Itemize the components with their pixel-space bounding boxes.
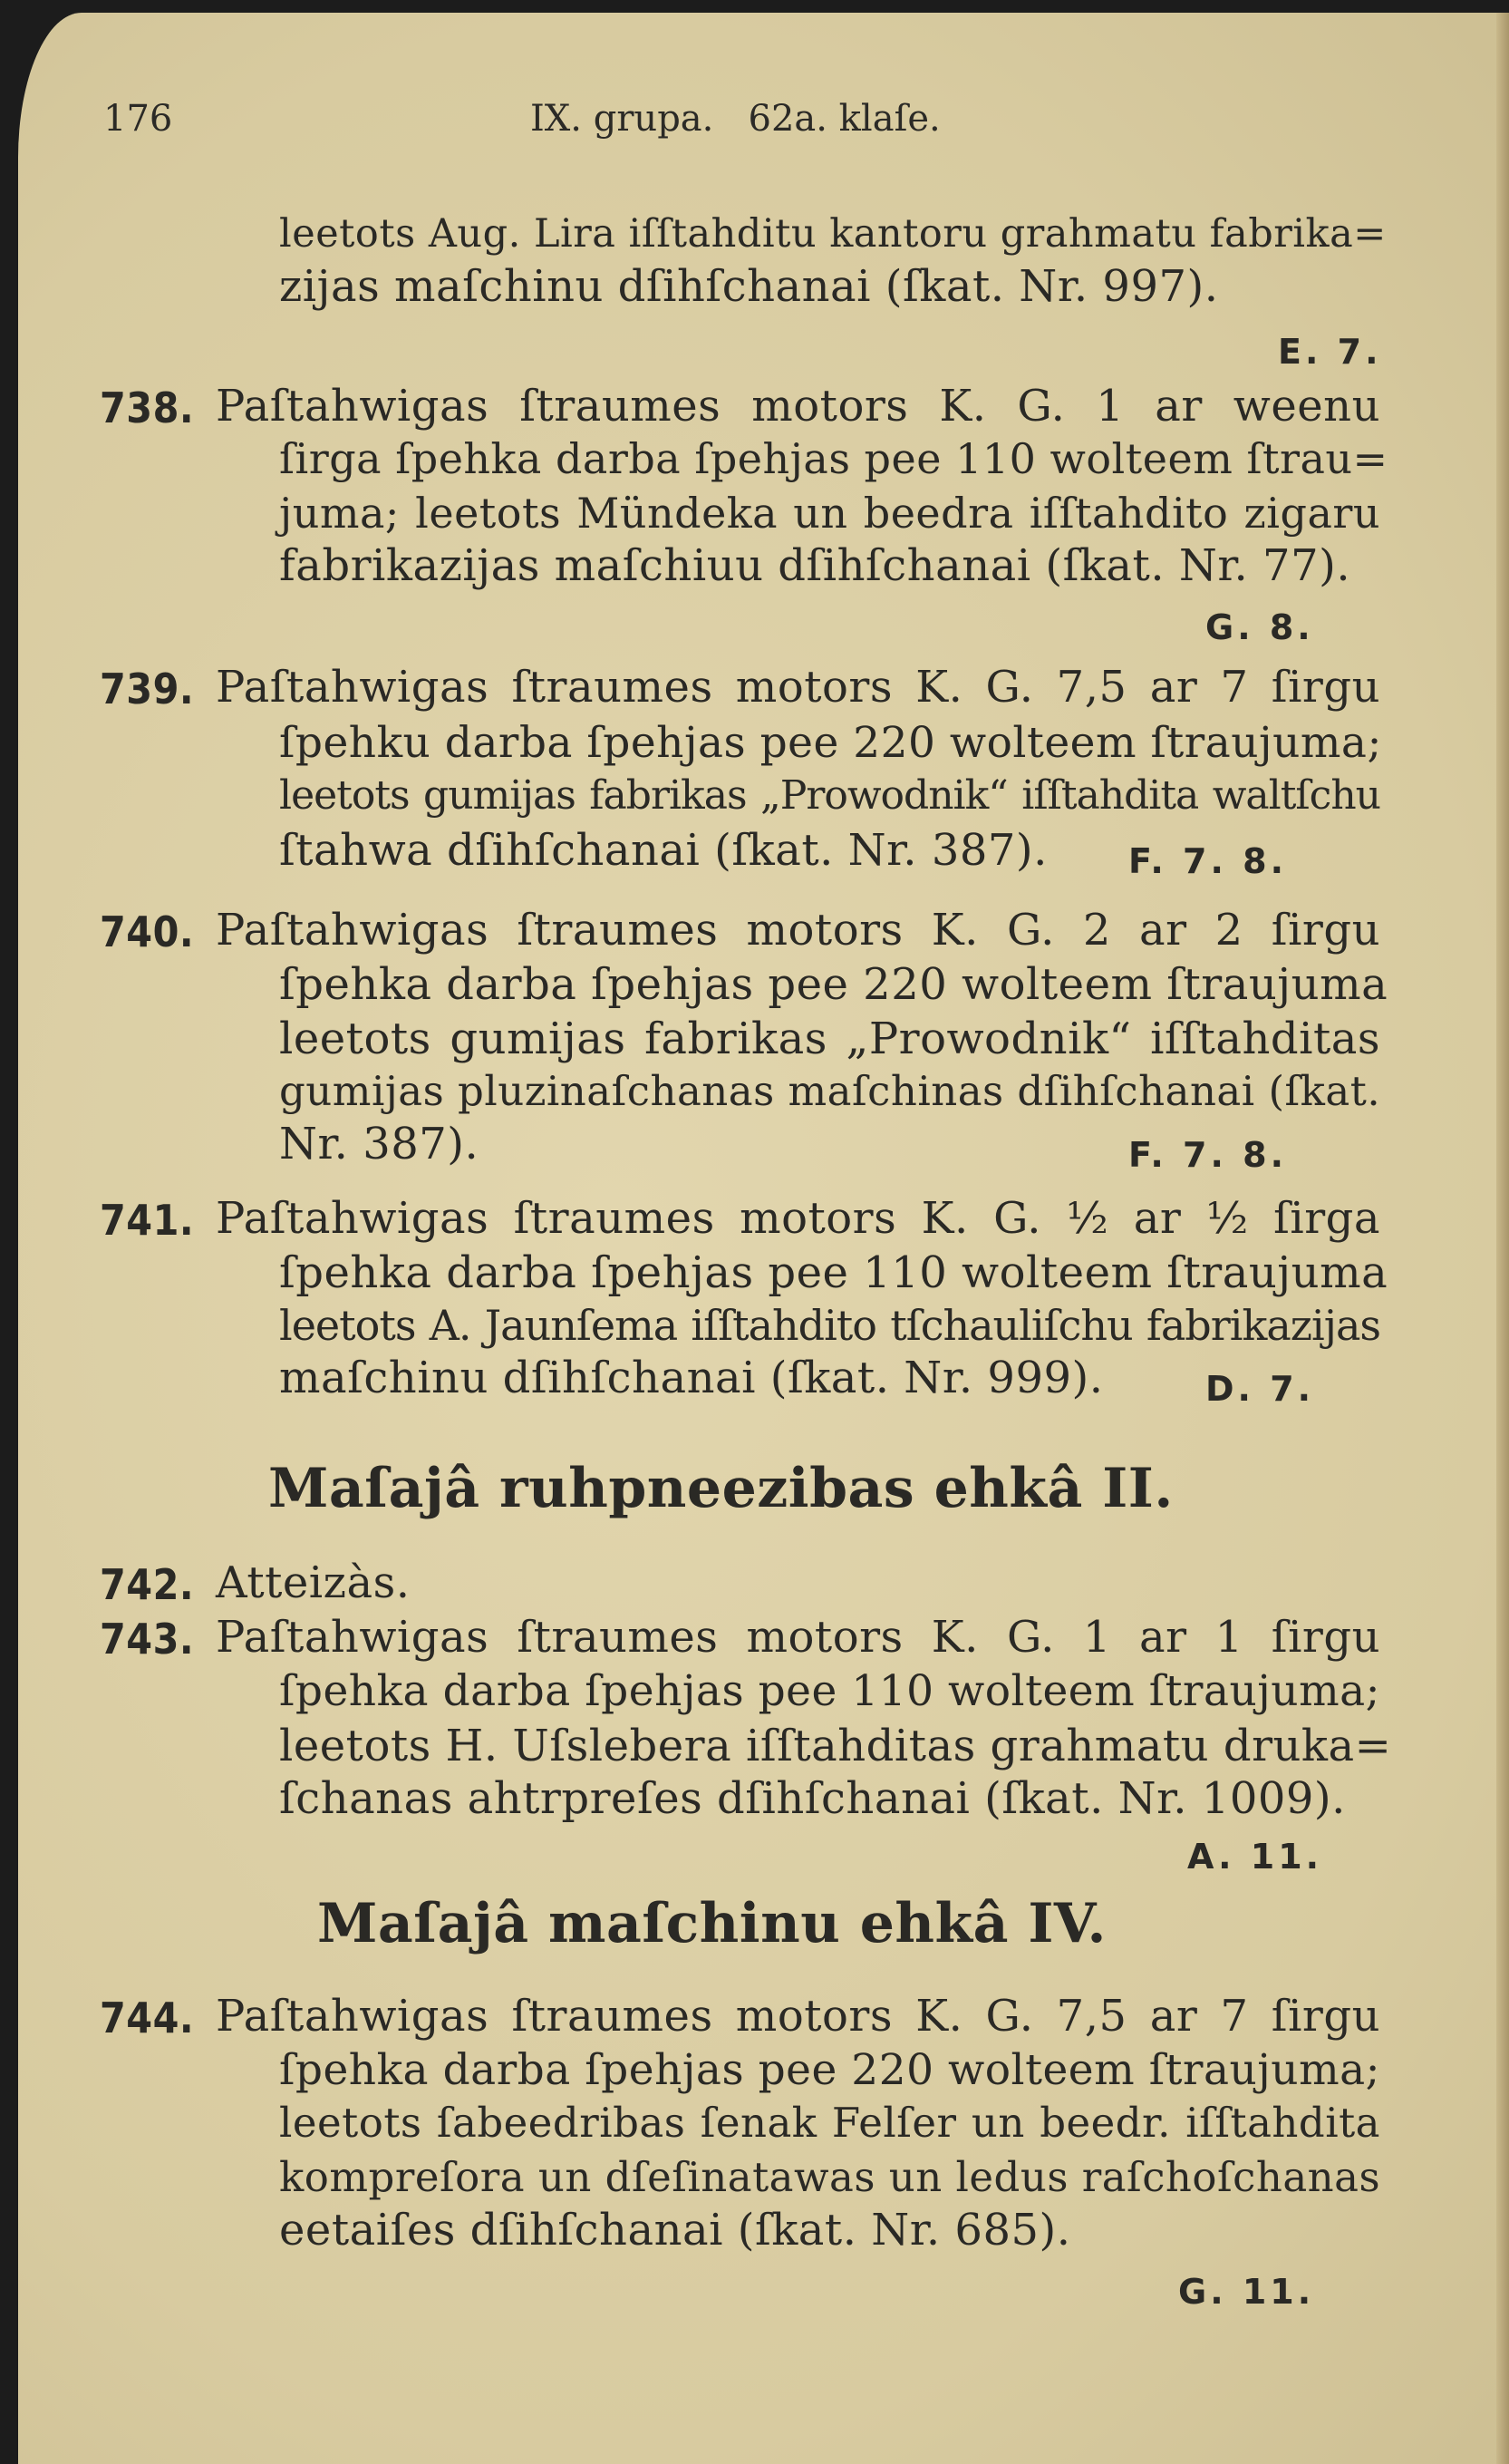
entry-line: leetots H. Uſslebera iſſtahditas grahmatu druka= [279, 1721, 1392, 1771]
entry-line: kompreſora un dſeſinatawas un ledus raſchoſchanas [279, 2153, 1381, 2201]
entry-code: F. 7. 8. [1128, 1135, 1288, 1175]
entry-line: ſpehku darba ſpehjas pee 220 wolteem ſtraujuma; [279, 718, 1382, 768]
entry-line: Paſtahwigas ſtraumes motors K. G. 7,5 ar 7 ſirgu [216, 1991, 1380, 2042]
entry-number: 739. [100, 665, 195, 713]
page-number: 176 [103, 98, 173, 140]
entry-line: ſpehka darba ſpehjas pee 110 wolteem ſtraujuma; [279, 1666, 1380, 1716]
entry-line: ſtahwa dſihſchanai (ſkat. Nr. 387). [279, 825, 1048, 876]
entry-line: leetots Aug. Lira iſſtahditu kantoru grahmatu fabrika= [279, 211, 1387, 257]
entry-line: leetots gumijas fabrikas „Prowodnik“ iſſtahdita waltſchu [279, 772, 1380, 819]
entry-line: Paſtahwigas ſtraumes motors K. G. 7,5 ar 7 ſirgu [216, 662, 1380, 713]
entry-number: 743. [100, 1615, 195, 1664]
entry-line: gumijas pluzinaſchanas maſchinas dſihſchanai (ſkat. [279, 1067, 1381, 1115]
page-edge [1496, 13, 1509, 2464]
entry-line: leetots gumijas fabrikas „Prowodnik“ iſſtahditas [279, 1014, 1380, 1064]
entry-number: 742. [100, 1560, 195, 1609]
entry-line: Atteizàs. [216, 1557, 411, 1608]
section-heading: Maſajâ maſchinu ehkâ IV. [317, 1892, 1107, 1955]
entry-line: ſirga ſpehka darba ſpehjas pee 110 wolteem ſtrau= [279, 434, 1388, 483]
entry-line: Nr. 387). [279, 1119, 479, 1169]
entry-line: ſchanas ahtrpreſes dſihſchanai (ſkat. Nr. 1009). [279, 1773, 1346, 1824]
entry-line: zijas maſchinu dſihſchanai (ſkat. Nr. 997). [279, 261, 1219, 312]
running-title: IX. grupa. 62a. klaſe. [530, 98, 941, 140]
entry-line: ſpehka darba ſpehjas pee 220 wolteem ſtraujuma; [279, 2045, 1380, 2095]
entry-line: juma; leetots Mündeka un beedra iſſtahdito zigaru [279, 489, 1380, 538]
entry-line: Paſtahwigas ſtraumes motors K. G. 1 ar 1 ſirgu [216, 1612, 1380, 1663]
entry-code: E. 7. [1278, 332, 1382, 372]
entry-line: fabrikazijas maſchiuu dſihſchanai (ſkat. Nr. 77). [279, 540, 1351, 591]
entry-code: D. 7. [1205, 1369, 1315, 1409]
entry-line: leetots A. Jaunſema iſſtahdito tſchauliſchu fabrikazijas [279, 1301, 1380, 1350]
entry-number: 744. [100, 1994, 195, 2042]
entry-code: G. 8. [1205, 607, 1314, 647]
entry-code: A. 11. [1187, 1837, 1323, 1877]
entry-line: Paſtahwigas ſtraumes motors K. G. ½ ar ½ ſirga [216, 1193, 1380, 1244]
entry-line: ſpehka darba ſpehjas pee 220 wolteem ſtraujuma [279, 959, 1388, 1010]
entry-number: 740. [100, 907, 195, 956]
entry-number: 741. [100, 1196, 195, 1245]
entry-line: ſpehka darba ſpehjas pee 110 wolteem ſtraujuma [279, 1247, 1388, 1298]
page-header [0, 98, 1509, 152]
entry-code: G. 11. [1178, 2272, 1315, 2312]
entry-number: 738. [100, 383, 195, 432]
section-heading: Maſajâ ruhpneezibas ehkâ II. [268, 1457, 1174, 1520]
entry-code: F. 7. 8. [1128, 841, 1288, 881]
entry-line: eetaiſes dſihſchanai (ſkat. Nr. 685). [279, 2205, 1071, 2255]
entry-line: maſchinu dſihſchanai (ſkat. Nr. 999). [279, 1353, 1104, 1403]
entry-line: leetots ſabeedribas ſenak Felſer un beedr. iſſtahdita [279, 2099, 1380, 2147]
entry-line: Paſtahwigas ſtraumes motors K. G. 1 ar weenu [216, 381, 1380, 432]
entry-line: Paſtahwigas ſtraumes motors K. G. 2 ar 2 ſirgu [216, 905, 1380, 956]
